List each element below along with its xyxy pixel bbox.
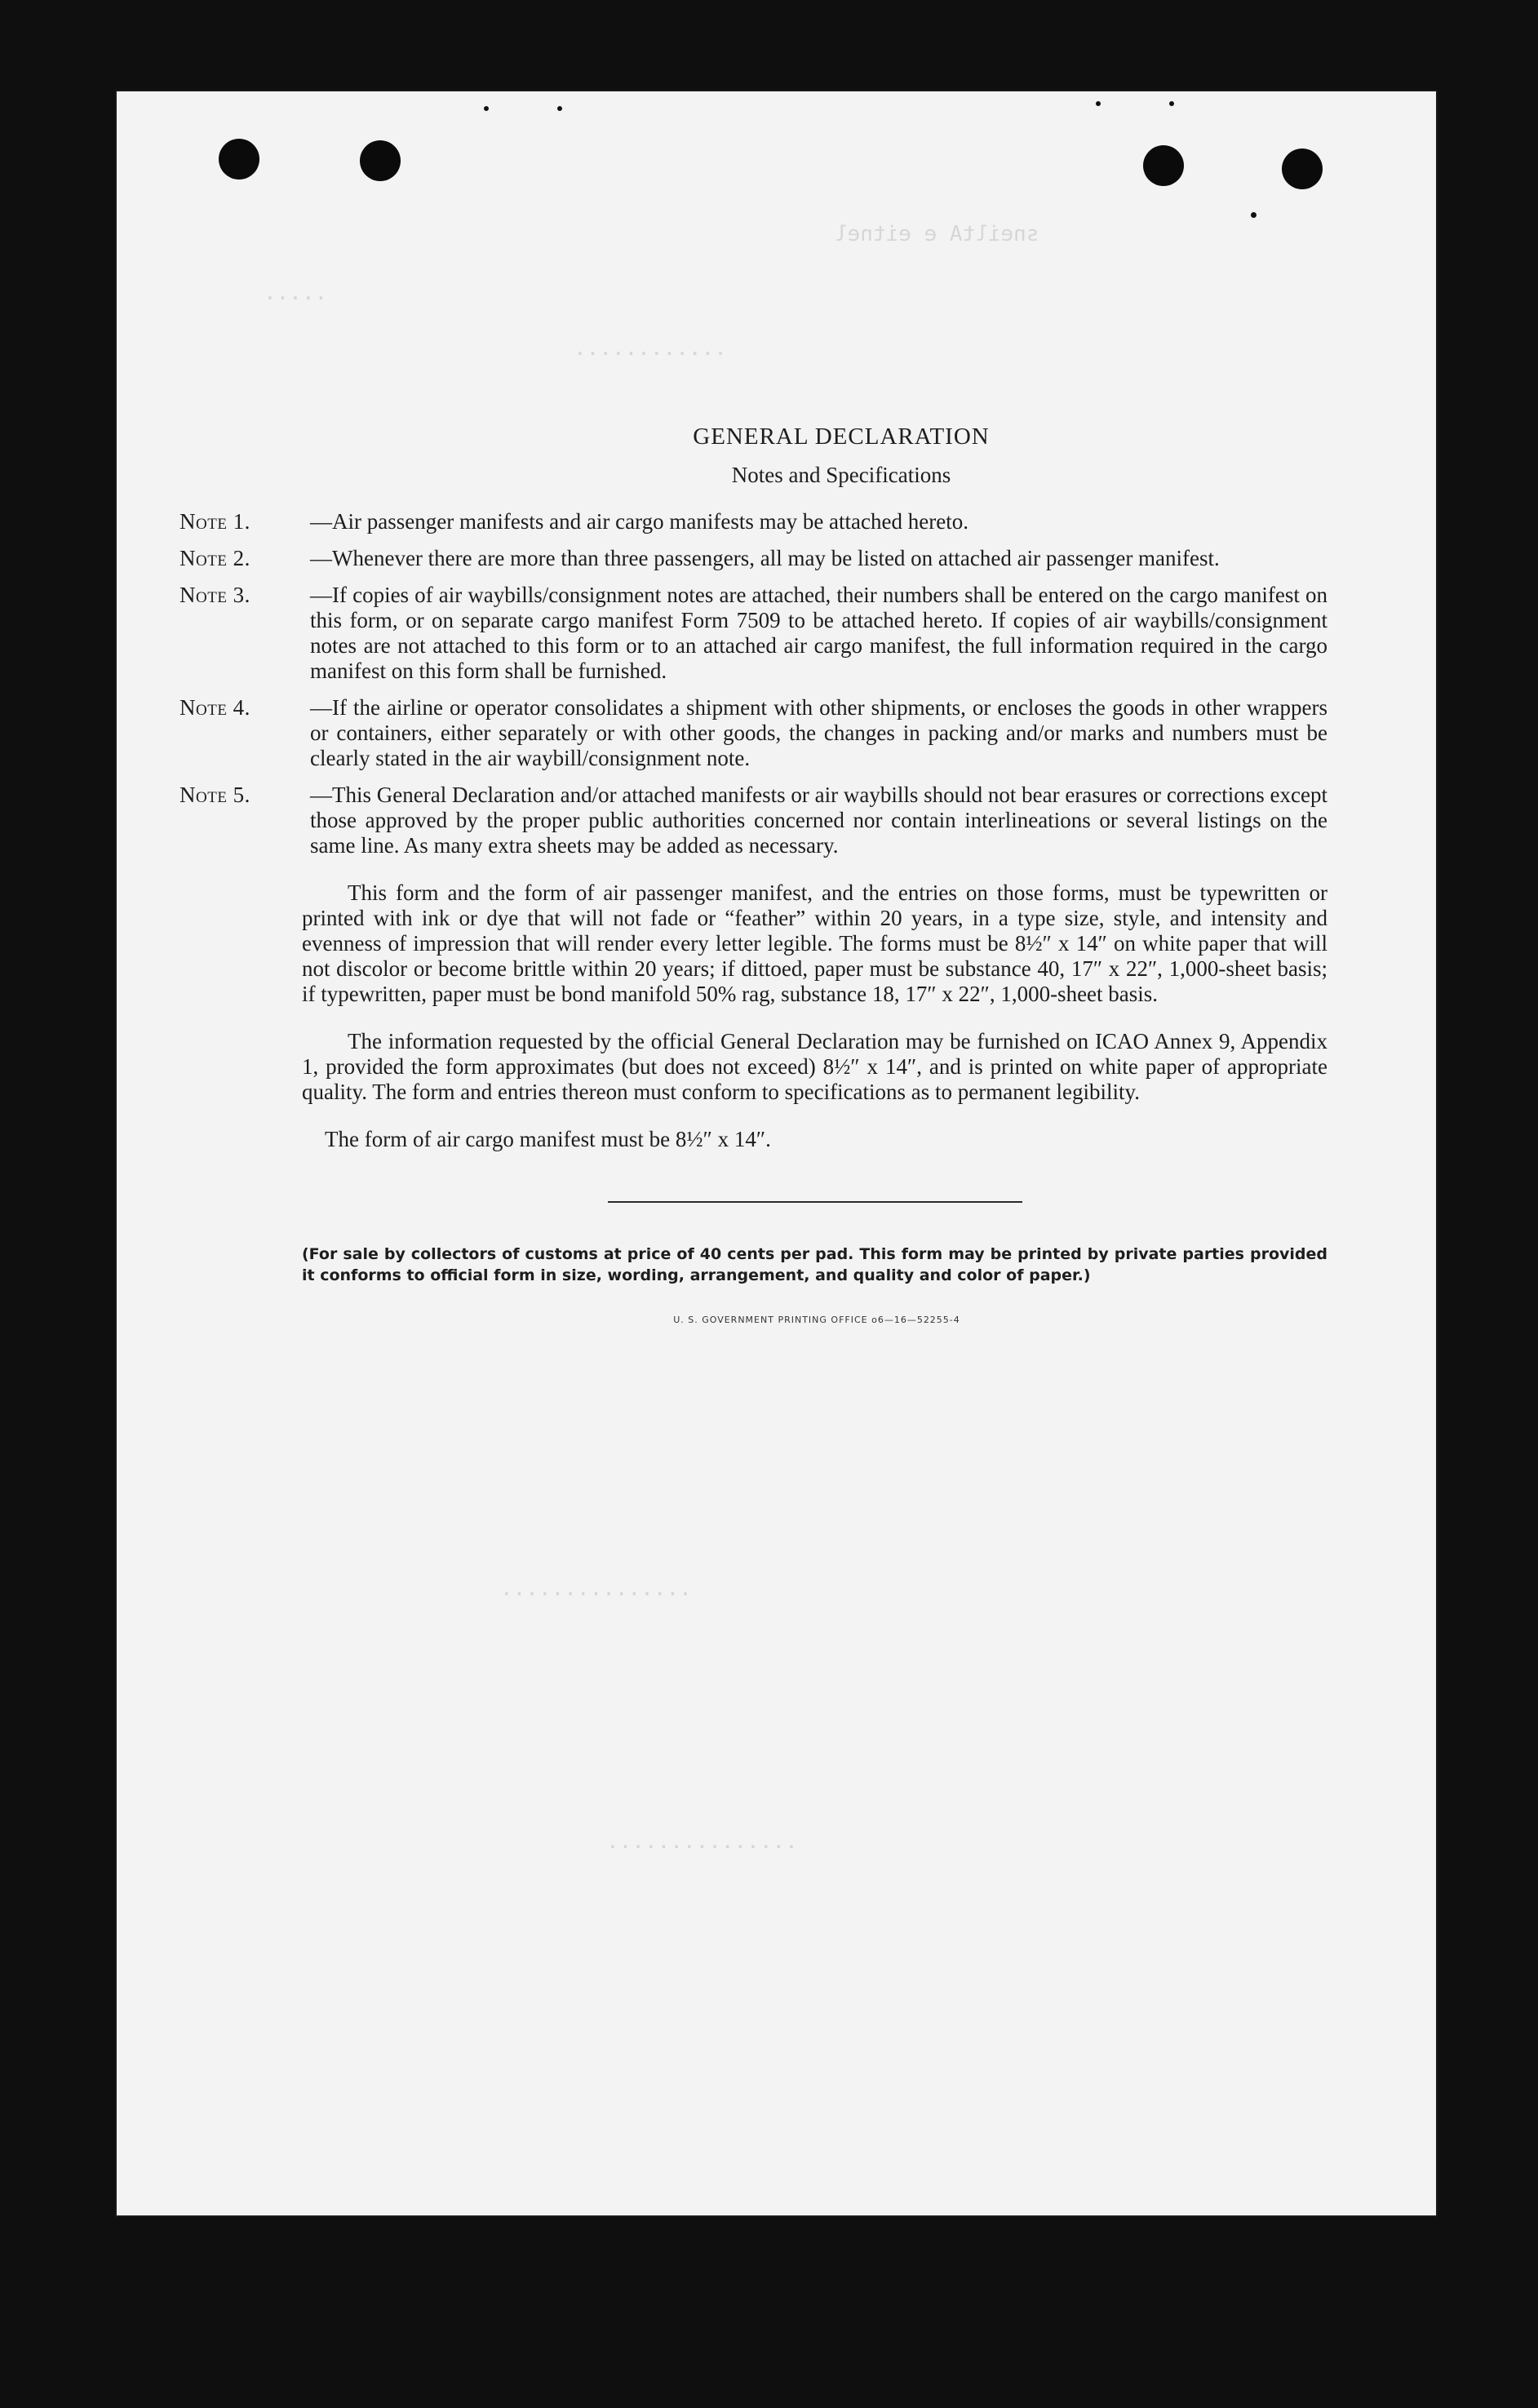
note-3 — [180, 583, 1332, 684]
sale-notice: (For sale by collectors of customs at price of 40 cents per pad. This form may be printed by private parties provided it conforms to official form in size, wording, arrangement, and quality and color of paper.) — [302, 1245, 1327, 1284]
note-text: —If copies of air waybills/consignment notes are attached, their numbers shall be entered on the cargo manifest on this form, or on separate cargo manifest Form 7509 to be attached hereto. If copies of air waybills/consignment notes are not attached to this form or to an attached air cargo manifest, the full information required in the cargo manifest on this form shall be furnished. — [310, 583, 1327, 683]
note-5 — [180, 783, 1332, 858]
form-requirements-paragraph: This form and the form of air passenger manifest, and the entries on those forms, must be typewritten or printed with ink or dye that will not fade or “feather” within 20 years, in a type size, style, and intensity and evenness of impression that will render every letter legible. The forms must be 8½″ x 14″ on white paper that will not discolor or become brittle within 20 years; if dittoed, paper must be substance 40, 17″ x 22″, 1,000-sheet basis; if typewritten, paper must be bond manifold 50% rag, substance 18, 17″ x 22″, 1,000-sheet basis. — [302, 880, 1327, 1006]
bleed-through-text: ............... — [606, 1829, 798, 1854]
note-text: —Whenever there are more than three passengers, all may be listed on attached air passenger manifest. — [310, 546, 1220, 570]
punch-hole — [360, 140, 401, 181]
punch-hole — [1282, 149, 1323, 189]
note-label: Note 2. — [180, 546, 250, 570]
note-1 — [180, 509, 1332, 534]
note-label: Note 1. — [180, 509, 250, 534]
punch-hole — [219, 139, 259, 180]
ink-speck — [1096, 101, 1101, 106]
page-subtitle: Notes and Specifications — [731, 463, 951, 487]
note-label: Note 5. — [180, 783, 250, 807]
note-label: Note 3. — [180, 583, 250, 607]
note-text: —This General Declaration and/or attached manifests or air waybills should not bear erasures or corrections except those approved by the proper public authorities concerned nor contain interlineations or several listings on the same line. As many extra sheets may be added as necessary. — [310, 783, 1327, 858]
note-label: Note 4. — [180, 695, 250, 720]
note-text: —Air passenger manifests and air cargo manifests may be attached hereto. — [310, 509, 968, 534]
general-declaration — [180, 424, 1332, 1333]
bleed-through-text: ............ — [574, 336, 727, 361]
note-text: —If the airline or operator consolidates a shipment with other shipments, or encloses the goods in other wrappers or containers, either separately or with other goods, the changes in packing and/or marks and numbers must be clearly stated in the air waybill/consignment note. — [310, 695, 1327, 770]
note-2 — [180, 546, 1332, 571]
cargo-manifest-paragraph: The form of air cargo manifest must be 8½″ x 14″. — [325, 1127, 771, 1151]
ink-speck — [557, 106, 562, 111]
bleed-through-text: sneiltA e eitnel — [835, 222, 1039, 246]
printing-office-line: U. S. GOVERNMENT PRINTING OFFICE o6—16—52255-4 — [673, 1315, 960, 1325]
page-title: GENERAL DECLARATION — [693, 424, 990, 450]
ink-speck — [1169, 101, 1174, 106]
divider — [608, 1201, 1022, 1203]
punch-hole — [1143, 145, 1184, 186]
ink-speck — [1251, 212, 1257, 218]
note-4 — [180, 695, 1332, 771]
bleed-through-text: ..... — [264, 281, 328, 305]
icao-paragraph: The information requested by the official General Declaration may be furnished on ICAO Annex 9, Appendix 1, provided the form approximates (but does not exceed) 8½″ x 14″, and is printed on white paper of appropriate quality. The form and entries thereon must conform to specifications as to permanent legibility. — [302, 1029, 1327, 1104]
bleed-through-text: ............... — [500, 1577, 692, 1601]
ink-speck — [484, 106, 489, 111]
